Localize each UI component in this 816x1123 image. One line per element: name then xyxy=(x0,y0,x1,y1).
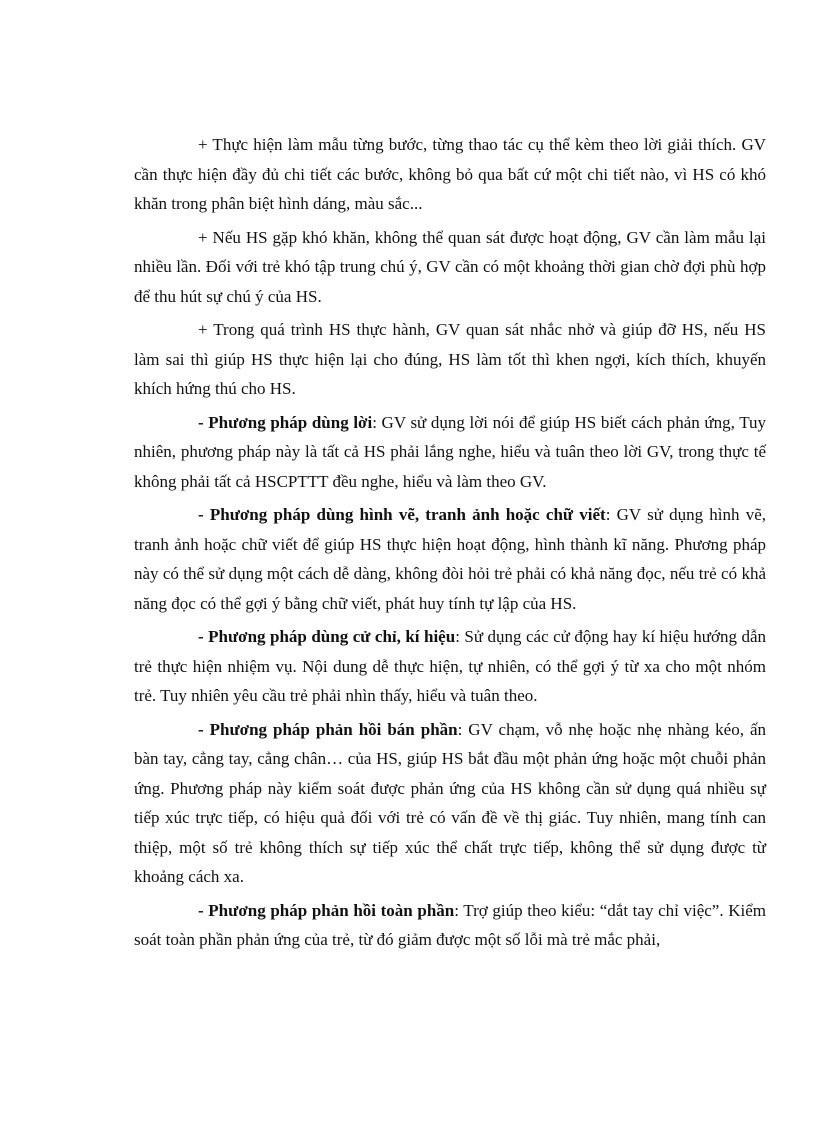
paragraph-repeat-demonstration: + Nếu HS gặp khó khăn, không thể quan sát được hoạt động, GV cần làm mẫu lại nhiều lần. Đối với trẻ khó tập trung chú ý, GV cần có một khoảng thời gian chờ đợi phù hợp để thu hút sự chú ý của HS. xyxy=(134,227,766,306)
paragraph-full-physical-method: - Phương pháp phản hồi toàn phần: Trợ giúp theo kiểu: “dắt tay chỉ việc”. Kiểm soát toàn phần phản ứng của trẻ, từ đó giảm được một số lỗi mà trẻ mắc phải, xyxy=(134,900,766,949)
method-title: - Phương pháp dùng cử chỉ, kí hiệu xyxy=(198,627,456,646)
paragraph-demonstrate-steps: + Thực hiện làm mẫu từng bước, từng thao tác cụ thể kèm theo lời giải thích. GV cần thực hiện đầy đủ chi tiết các bước, không bỏ qua bất cứ một chi tiết nào, vì HS có khó khăn trong phân biệt hình dáng, màu sắc... xyxy=(134,135,766,213)
method-title: - Phương pháp dùng lời xyxy=(198,412,373,432)
paragraph-practice-supervision: + Trong quá trình HS thực hành, GV quan sát nhắc nhở và giúp đỡ HS, nếu HS làm sai thì giúp HS thực hiện lại cho đúng, HS làm tốt thì khen ngợi, kích thích, khuyến khích hứng thú cho HS. xyxy=(134,320,766,398)
paragraph-gesture-method: - Phương pháp dùng cử chỉ, kí hiệu: Sử dụng các cử động hay kí hiệu hướng dẫn trẻ thực hiện nhiệm vụ. Nội dung dễ thực hiện, tự nhiên, có thể gợi ý từ xa cho một nhóm trẻ. Tuy nhiên yêu cầu trẻ phải nhìn thấy, hiểu và tuân theo. xyxy=(134,627,766,705)
paragraph-partial-physical-method: - Phương pháp phản hồi bán phần: GV chạm, vỗ nhẹ hoặc nhẹ nhàng kéo, ấn bàn tay, cẳng tay, cẳng chân… của HS, giúp HS bắt đầu một phản ứng hoặc một chuỗi phản ứng. Phương pháp này kiểm soát được phản ứng của HS không cần sử dụng quá nhiều sự tiếp xúc trực tiếp, có hiệu quả đối với trẻ có vấn đề về thị giác. Tuy nhiên, mang tính can thiệp, một số trẻ không thích sự tiếp xúc thể chất trực tiếp, không thể sử dụng được từ khoảng cách xa. xyxy=(134,719,766,886)
paragraph-visual-method: - Phương pháp dùng hình vẽ, tranh ảnh hoặc chữ viết: GV sử dụng hình vẽ, tranh ảnh hoặc chữ viết để giúp HS thực hiện hoạt động, hình thành kĩ năng. Phương pháp này có thể sử dụng một cách dễ dàng, không đòi hỏi trẻ phải có khả năng đọc, nếu trẻ có khả năng đọc có thể gợi ý bằng chữ viết, phát huy tính tự lập của HS. xyxy=(134,505,766,613)
method-title: - Phương pháp dùng hình vẽ, tranh ảnh hoặc chữ viết xyxy=(198,505,606,524)
method-title: - Phương pháp phản hồi bán phần xyxy=(198,719,458,739)
document-page xyxy=(134,130,766,959)
paragraph-verbal-method: - Phương pháp dùng lời: GV sử dụng lời nói để giúp HS biết cách phản ứng, Tuy nhiên, phương pháp này là tất cả HS phải lắng nghe, hiểu và tuân theo lời GV, trong thực tế không phải tất cả HSCPTTT đều nghe, hiểu và làm theo GV. xyxy=(134,412,767,491)
method-title: - Phương pháp phản hồi toàn phần xyxy=(198,900,455,920)
